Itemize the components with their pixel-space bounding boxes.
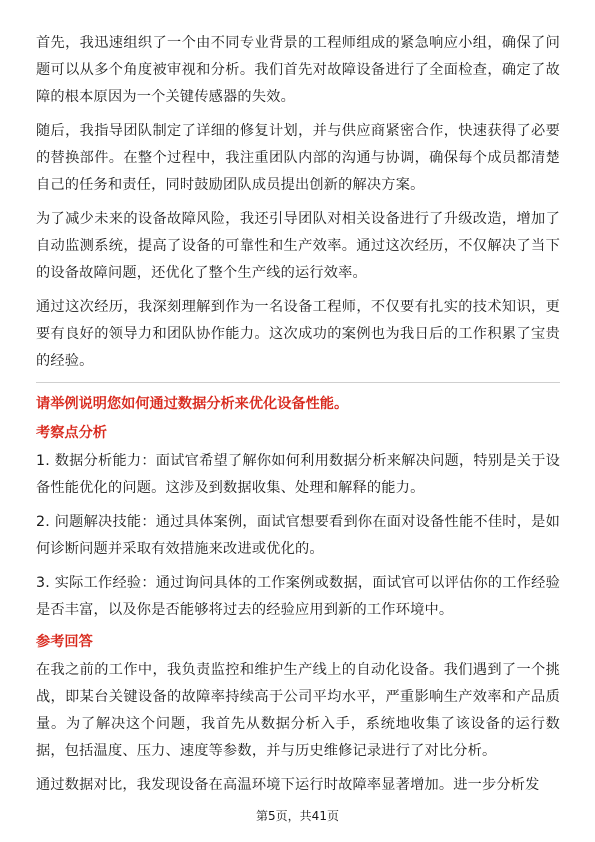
question-heading: 请举例说明您如何通过数据分析来优化设备性能。: [36, 396, 349, 412]
answer-paragraph: 通过数据对比，我发现设备在高温环境下运行时故障率显著增加。进一步分析发: [36, 777, 540, 793]
analysis-item: 1. 数据分析能力：面试官希望了解你如何利用数据分析来解决问题，特别是关于设备性能优化的问题。这涉及到数据收集、处理和解释的能力。: [36, 453, 560, 496]
paragraph: 随后，我指导团队制定了详细的修复计划，并与供应商紧密合作，快速获得了必要的替换部件。在整个过程中，我注重团队内部的沟通与协调，确保每个成员都清楚自己的任务和责任，同时鼓励团队成员提出创新的解决方案。: [36, 123, 560, 193]
answer-heading: 参考回答: [36, 634, 93, 650]
section-divider: [36, 382, 560, 383]
paragraph: 首先，我迅速组织了一个由不同专业背景的工程师组成的紧急响应小组，确保了问题可以从多个角度被审视和分析。我们首先对故障设备进行了全面检查，确定了故障的根本原因为一个关键传感器的失效。: [36, 35, 560, 105]
analysis-heading: 考察点分析: [36, 425, 107, 441]
paragraph: 为了减少未来的设备故障风险，我还引导团队对相关设备进行了升级改造，增加了自动监测系统，提高了设备的可靠性和生产效率。通过这次经历，不仅解决了当下的设备故障问题，还优化了整个生产线的运行效率。: [36, 211, 560, 281]
document-body: [36, 30, 560, 806]
answer-paragraph: 在我之前的工作中，我负责监控和维护生产线上的自动化设备。我们遇到了一个挑战，即某台关键设备的故障率持续高于公司平均水平，严重影响生产效率和产品质量。为了解决这个问题，我首先从数据分析入手，系统地收集了该设备的运行数据，包括温度、压力、速度等参数，并与历史维修记录进行了对比分析。: [36, 662, 560, 759]
analysis-item: 2. 问题解决技能：通过具体案例，面试官想要看到你在面对设备性能不佳时，是如何诊断问题并采取有效措施来改进或优化的。: [36, 514, 560, 557]
analysis-item: 3. 实际工作经验：通过询问具体的工作案例或数据，面试官可以评估你的工作经验是否丰富，以及你是否能够将过去的经验应用到新的工作环境中。: [36, 575, 560, 618]
paragraph: 通过这次经历，我深刻理解到作为一名设备工程师，不仅要有扎实的技术知识，更要有良好的领导力和团队协作能力。这次成功的案例也为我日后的工作积累了宝贵的经验。: [36, 299, 560, 369]
page-number: 第5页，共41页: [256, 809, 339, 823]
